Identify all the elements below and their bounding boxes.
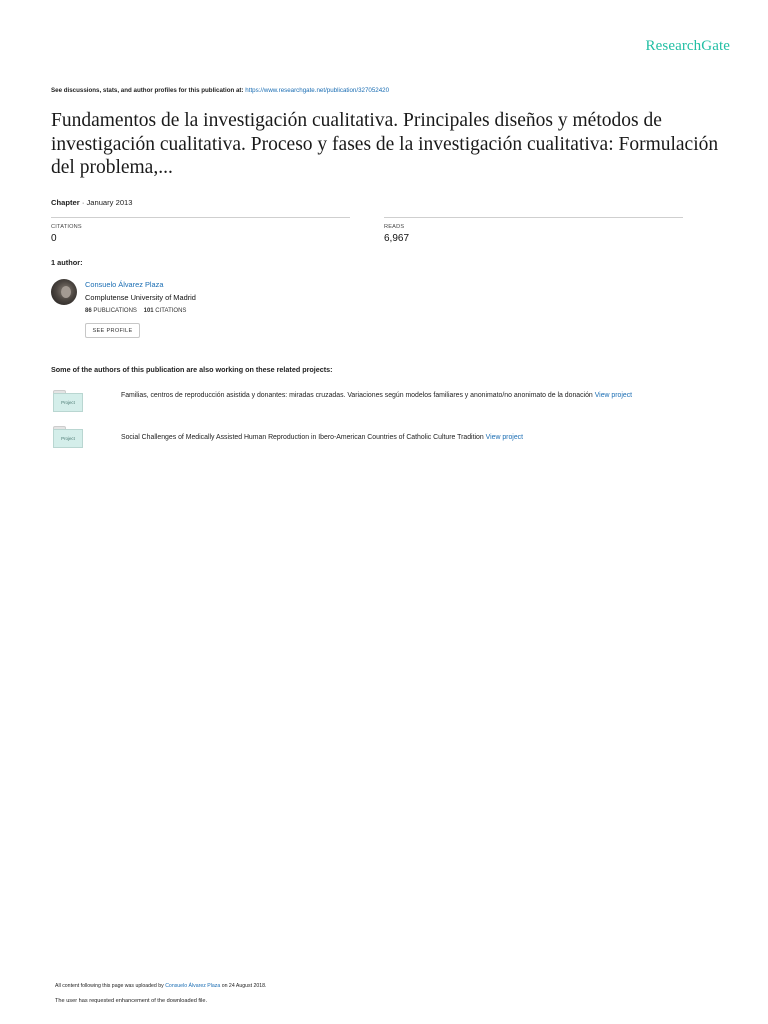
related-project-item <box>121 390 696 402</box>
discussion-prefix: See discussions, stats, and author profiles for this publication at: <box>51 87 244 94</box>
upload-suffix: on 24 August 2018. <box>221 983 267 989</box>
view-project-link[interactable]: View project <box>594 392 633 399</box>
project-folder-icon[interactable] <box>53 390 83 412</box>
related-projects-heading: Some of the authors of this publication are also working on these related projects: <box>51 365 333 374</box>
reads-divider <box>384 217 683 218</box>
author-stats <box>85 308 186 314</box>
project-title: Social Challenges of Medically Assisted Human Reproduction in Ibero-American Countries of Catholic Culture Tradition <box>121 434 484 441</box>
citations-label: CITATIONS <box>51 224 82 230</box>
author-institution: Complutense University of Madrid <box>85 293 196 302</box>
project-title: Familias, centros de reproducción asistida y donantes: miradas cruzadas. Variaciones según modelos familiares y anonimato/no anonimato de la donación <box>121 392 593 399</box>
citations-divider <box>51 217 350 218</box>
project-icon-label: Project <box>53 393 83 412</box>
enhancement-note: The user has requested enhancement of the downloaded file. <box>55 998 208 1004</box>
author-avatar[interactable] <box>51 279 77 305</box>
author-citations-count: 101 <box>143 308 154 314</box>
uploader-link[interactable]: Consuelo Álvarez Plaza <box>165 983 221 989</box>
discussion-line <box>51 87 389 94</box>
publication-type: Chapter <box>51 198 80 207</box>
author-publications-label: PUBLICATIONS <box>93 308 137 314</box>
view-project-link[interactable]: View project <box>485 434 524 441</box>
citations-value: 0 <box>51 233 57 244</box>
reads-label: READS <box>384 224 405 230</box>
reads-value: 6,967 <box>384 233 410 244</box>
researchgate-logo[interactable]: ResearchGate <box>645 38 730 54</box>
author-publications-count: 86 <box>85 308 92 314</box>
publication-meta <box>51 198 133 207</box>
see-profile-button[interactable]: SEE PROFILE <box>85 323 140 338</box>
publication-date: · January 2013 <box>81 198 133 207</box>
project-folder-icon[interactable] <box>53 426 83 448</box>
related-project-item <box>121 432 696 444</box>
avatar-face <box>61 286 71 298</box>
project-icon-label: Project <box>53 429 83 448</box>
author-name-link[interactable]: Consuelo Álvarez Plaza <box>85 280 164 289</box>
upload-note <box>55 983 266 989</box>
publication-url-link[interactable]: https://www.researchgate.net/publication/327052420 <box>245 87 390 94</box>
author-citations-label: CITATIONS <box>155 308 187 314</box>
publication-title: Fundamentos de la investigación cualitativa. Principales diseños y métodos de investigación cualitativa. Proceso y fases de la investigación cualitativa: Formulación del problema,... <box>51 110 719 178</box>
upload-prefix: All content following this page was uploaded by <box>55 983 164 989</box>
authors-heading: 1 author: <box>51 258 83 267</box>
